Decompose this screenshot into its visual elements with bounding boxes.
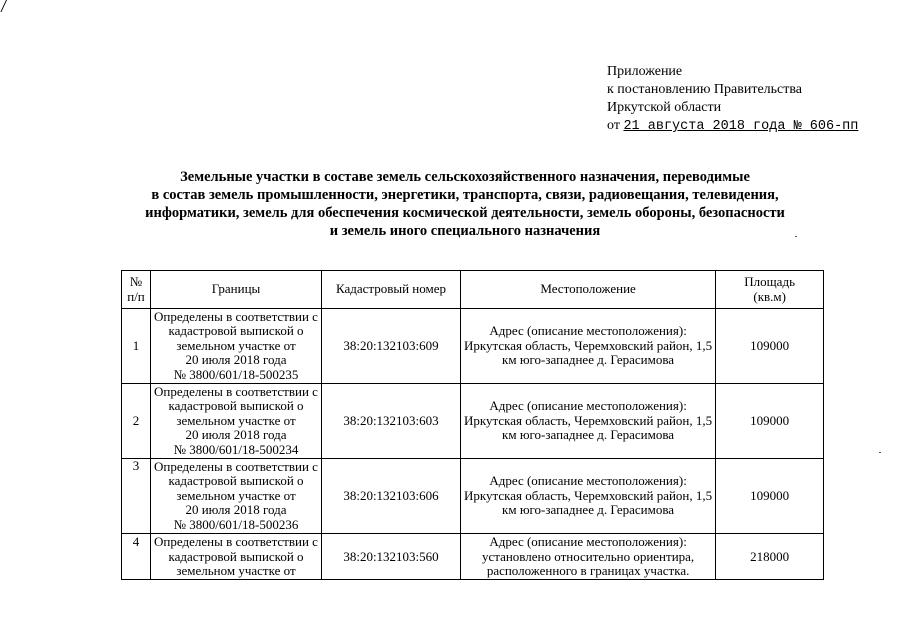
cell-location: Адрес (описание местоположения): Иркутская область, Черемховский район, 1,5 км юго-западнее д. Герасимова [461, 459, 716, 534]
scan-corner-mark [0, 0, 7, 12]
cell-num: 3 [122, 459, 151, 534]
cell-bounds: Определены в соответствии с кадастровой выпиской о земельном участке от [151, 534, 322, 580]
cell-num: 4 [122, 534, 151, 580]
appendix-date-value: 21 августа 2018 года № 606-пп [623, 119, 859, 134]
scan-speck [795, 236, 797, 237]
table-row [122, 534, 824, 580]
table-row [122, 309, 824, 384]
appendix-line-2: к постановлению Правительства [607, 82, 803, 97]
header-area: Площадь (кв.м) [716, 271, 824, 309]
cell-bounds: Определены в соответствии с кадастровой выпиской о земельном участке от 20 июля 2018 года № 3800/601/18-500236 [151, 459, 322, 534]
cell-bounds: Определены в соответствии с кадастровой выпиской о земельном участке от 20 июля 2018 года № 3800/601/18-500235 [151, 309, 322, 384]
cell-location: Адрес (описание местоположения): Иркутская область, Черемховский район, 1,5 км юго-западнее д. Герасимова [461, 309, 716, 384]
cell-cadastral: 38:20:132103:560 [322, 534, 461, 580]
cell-cadastral: 38:20:132103:606 [322, 459, 461, 534]
cell-area: 109000 [716, 384, 824, 459]
scan-speck [879, 452, 881, 453]
cell-cadastral: 38:20:132103:609 [322, 309, 461, 384]
parcels-table [121, 270, 824, 580]
header-num: № п/п [122, 271, 151, 309]
title-line: Земельные участки в составе земель сельскохозяйственного назначения, переводимые [180, 169, 750, 185]
cell-num: 1 [122, 309, 151, 384]
cell-area: 218000 [716, 534, 824, 580]
cell-bounds: Определены в соответствии с кадастровой выпиской о земельном участке от 20 июля 2018 года № 3800/601/18-500234 [151, 384, 322, 459]
table-header-row [122, 271, 824, 309]
header-location: Местоположение [461, 271, 716, 309]
appendix-block [607, 63, 858, 136]
table-row [122, 384, 824, 459]
appendix-date-line [607, 117, 858, 136]
appendix-line-1: Приложение [607, 64, 683, 79]
cell-cadastral: 38:20:132103:603 [322, 384, 461, 459]
header-bounds: Границы [151, 271, 322, 309]
title-line: в состав земель промышленности, энергетики, транспорта, связи, радиовещания, телевидения, [151, 187, 779, 203]
cell-area: 109000 [716, 459, 824, 534]
document-title [115, 168, 815, 240]
cell-location: Адрес (описание местоположения): установлено относительно ориентира, расположенного в границах участка. [461, 534, 716, 580]
table-row [122, 459, 824, 534]
appendix-date-prefix: от [607, 118, 620, 133]
cell-area: 109000 [716, 309, 824, 384]
appendix-line-3: Иркутской области [607, 100, 722, 115]
cell-num: 2 [122, 384, 151, 459]
title-line: информатики, земель для обеспечения космической деятельности, земель обороны, безопасности [145, 205, 785, 221]
title-line: и земель иного специального назначения [329, 223, 601, 239]
cell-location: Адрес (описание местоположения): Иркутская область, Черемховский район, 1,5 км юго-западнее д. Герасимова [461, 384, 716, 459]
header-cadastral: Кадастровый номер [322, 271, 461, 309]
